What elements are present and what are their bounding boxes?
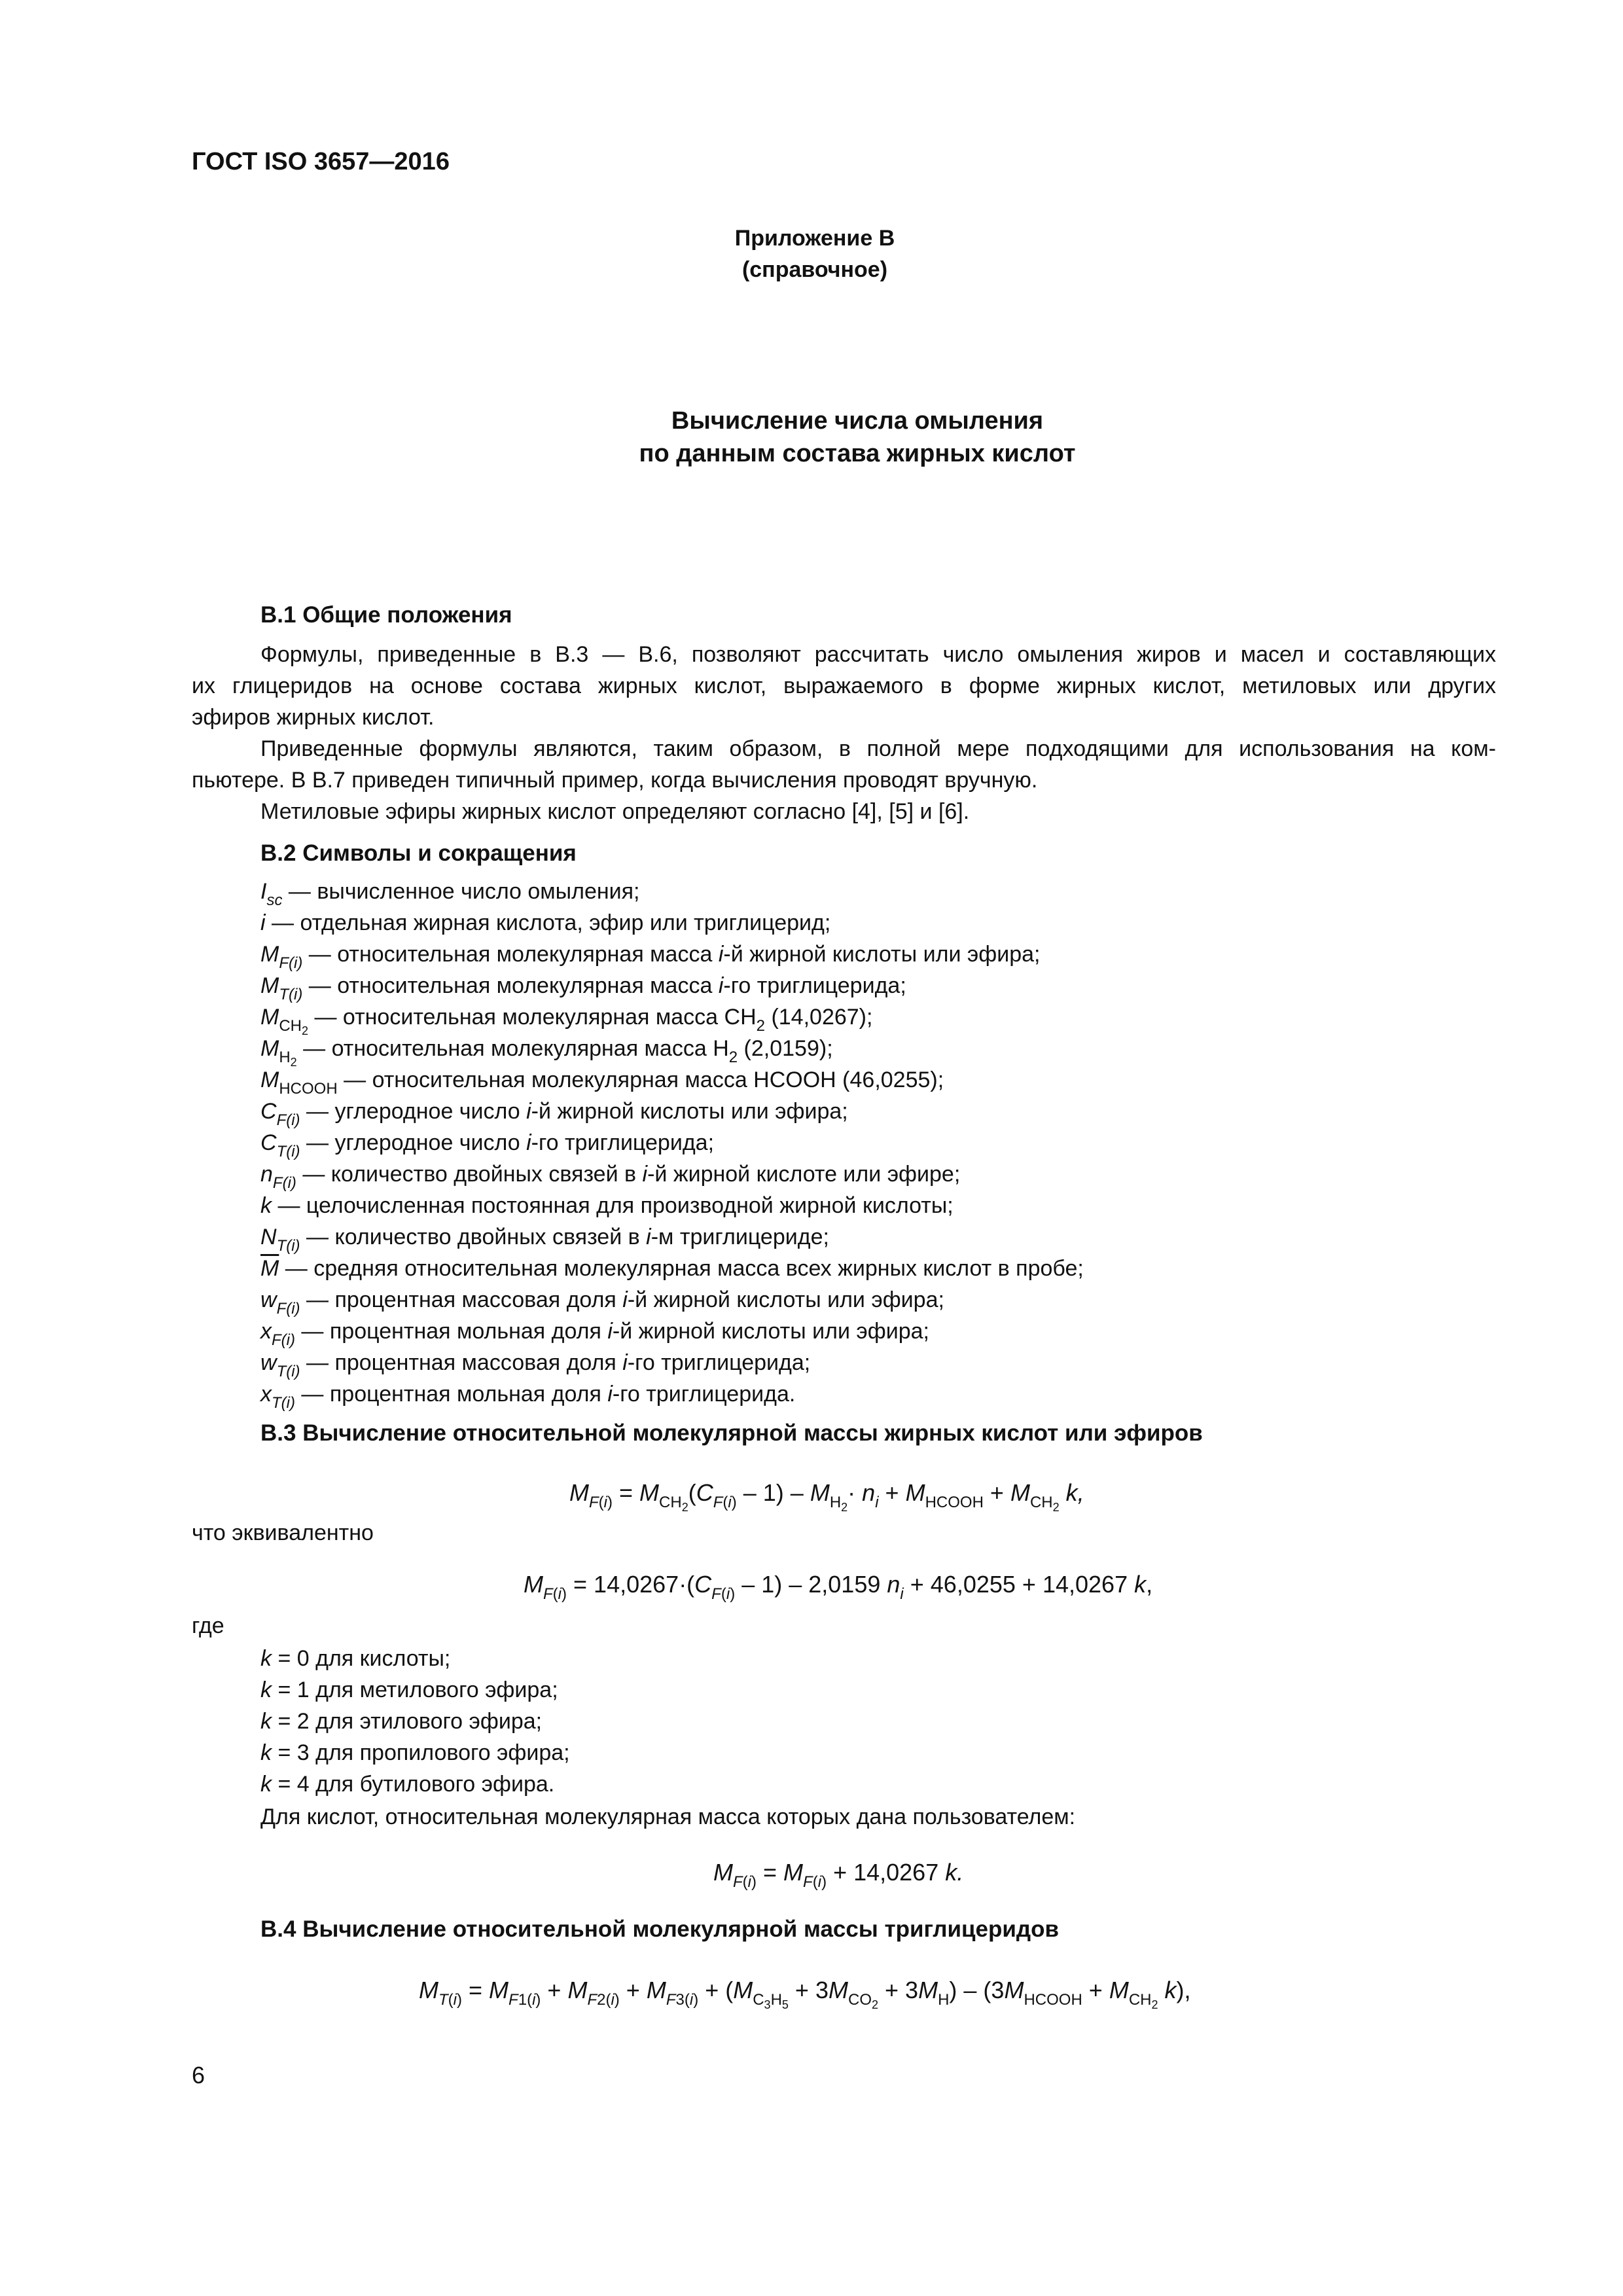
section-b3-heading: В.3 Вычисление относительной молекулярной массы жирных кислот или эфиров bbox=[260, 1420, 1203, 1446]
section-b1-heading: В.1 Общие положения bbox=[260, 602, 512, 628]
k-item: k = 2 для этилового эфира; bbox=[260, 1709, 543, 1734]
symbol-item: $w_{T(i)}$ — процентная массовая доля i-го триглицерида; bbox=[260, 1350, 811, 1380]
where-text: где bbox=[192, 1613, 224, 1638]
appendix-type: (справочное) bbox=[741, 257, 888, 282]
symbol-item: $I_{sc}$ — вычисленное число омыления; bbox=[260, 879, 640, 909]
symbol-item: $C_{F(i)}$ — углеродное число i-й жирной кислоты или эфира; bbox=[260, 1099, 848, 1129]
equivalent-text: что эквивалентно bbox=[192, 1520, 374, 1545]
section-b4-heading: В.4 Вычисление относительной молекулярной массы триглицеридов bbox=[260, 1916, 1059, 1942]
k-item: k = 4 для бутилового эфира. bbox=[260, 1772, 555, 1797]
symbol-item: $M_{HCOOH}$ — относительная молекулярная масса HCOOH (46,0255); bbox=[260, 1067, 944, 1098]
document-id: ГОСТ ISO 3657—2016 bbox=[192, 148, 450, 175]
symbol-item: $C_{T(i)}$ — углеродное число i-го триглицерида; bbox=[260, 1130, 715, 1160]
b1-p1-line2: их глицеридов на основе состава жирных кислот, выражаемого в форме жирных кислот, метиловых или других bbox=[192, 673, 1496, 698]
symbol-item: $n_{F(i)}$ — количество двойных связей в i-й жирной кислоте или эфире; bbox=[260, 1162, 961, 1192]
formula-b3-3: $M_{F(i)} = M_{F(i)} + 14,0267$ k. bbox=[713, 1859, 964, 1891]
formula-b3-1: $M_{F(i)} = M_{CH_2}(C_{F(i)} - 1) - M_{H_2}\cdot n_i + M_{HCOOH} + M_{CH_2}$ k, bbox=[569, 1479, 1084, 1514]
k-item: k = 1 для метилового эфира; bbox=[260, 1677, 558, 1702]
b1-p2-line1: Приведенные формулы являются, таким образом, в полной мере подходящими для использования на ком- bbox=[260, 736, 1496, 761]
b1-p1-line3: эфиров жирных кислот. bbox=[192, 705, 435, 730]
b1-p2-line2: пьютере. В В.7 приведен типичный пример, когда вычисления проводят вручную. bbox=[192, 768, 1038, 793]
k-item: k = 3 для пропилового эфира; bbox=[260, 1740, 570, 1765]
symbol-item: $M_{H_2}$ — относительная молекулярная масса $H_2$ (2,0159); bbox=[260, 1036, 833, 1069]
b1-p1-line1: Формулы, приведенные в В.3 — В.6, позволяют рассчитать число омыления жиров и масел и составляющих bbox=[260, 642, 1496, 667]
appendix-title: Приложение В bbox=[734, 226, 895, 251]
symbol-item: $M_{CH_2}$ — относительная молекулярная масса $CH_2$ (14,0267); bbox=[260, 1005, 873, 1037]
formula-b4-1: $M_{T(i)} = M_{F1(i)} + M_{F2(i)} + M_{F3(i)} + (M_{C_3H_5} + 3M_{CO_2} + 3M_H) - (3M_{HCOOH} + M_{CH_2}$ k), bbox=[419, 1977, 1191, 2011]
b1-p3: Метиловые эфиры жирных кислот определяют согласно [4], [5] и [6]. bbox=[260, 799, 970, 824]
symbol-item: k — целочисленная постоянная для производной жирной кислоты; bbox=[260, 1193, 954, 1218]
symbol-item: $w_{F(i)}$ — процентная массовая доля i-й жирной кислоты или эфира; bbox=[260, 1287, 944, 1318]
symbol-item: $x_{F(i)}$ — процентная мольная доля i-й жирной кислоты или эфира; bbox=[260, 1319, 929, 1349]
symbol-item: $M_{T(i)}$ — относительная молекулярная масса i-го триглицерида; bbox=[260, 973, 906, 1003]
formula-b3-2: $M_{F(i)} = 14,0267\cdot(C_{F(i)} - 1) - 2,0159$ $n_i + 46,0255 + 14,0267$ k, bbox=[524, 1571, 1153, 1603]
main-title-line1: Вычисление числа омыления bbox=[671, 407, 1044, 435]
symbol-item: $M_{F(i)}$ — относительная молекулярная масса i-й жирной кислоты или эфира; bbox=[260, 942, 1041, 972]
main-title-line2: по данным состава жирных кислот bbox=[639, 440, 1076, 467]
symbol-item: i — отдельная жирная кислота, эфир или триглицерид; bbox=[260, 910, 831, 935]
symbol-item: $N_{T(i)}$ — количество двойных связей в i-м триглицериде; bbox=[260, 1225, 829, 1255]
symbol-item: $x_{T(i)}$ — процентная мольная доля i-го триглицерида. bbox=[260, 1382, 796, 1412]
symbol-item: $\overline{M}$ — средняя относительная молекулярная масса всех жирных кислот в пробе; bbox=[260, 1256, 1084, 1281]
section-b2-heading: В.2 Символы и сокращения bbox=[260, 840, 577, 866]
user-acids-text: Для кислот, относительная молекулярная масса которых дана пользователем: bbox=[260, 1804, 1076, 1829]
k-item: k = 0 для кислоты; bbox=[260, 1646, 451, 1671]
page-number: 6 bbox=[192, 2062, 205, 2089]
